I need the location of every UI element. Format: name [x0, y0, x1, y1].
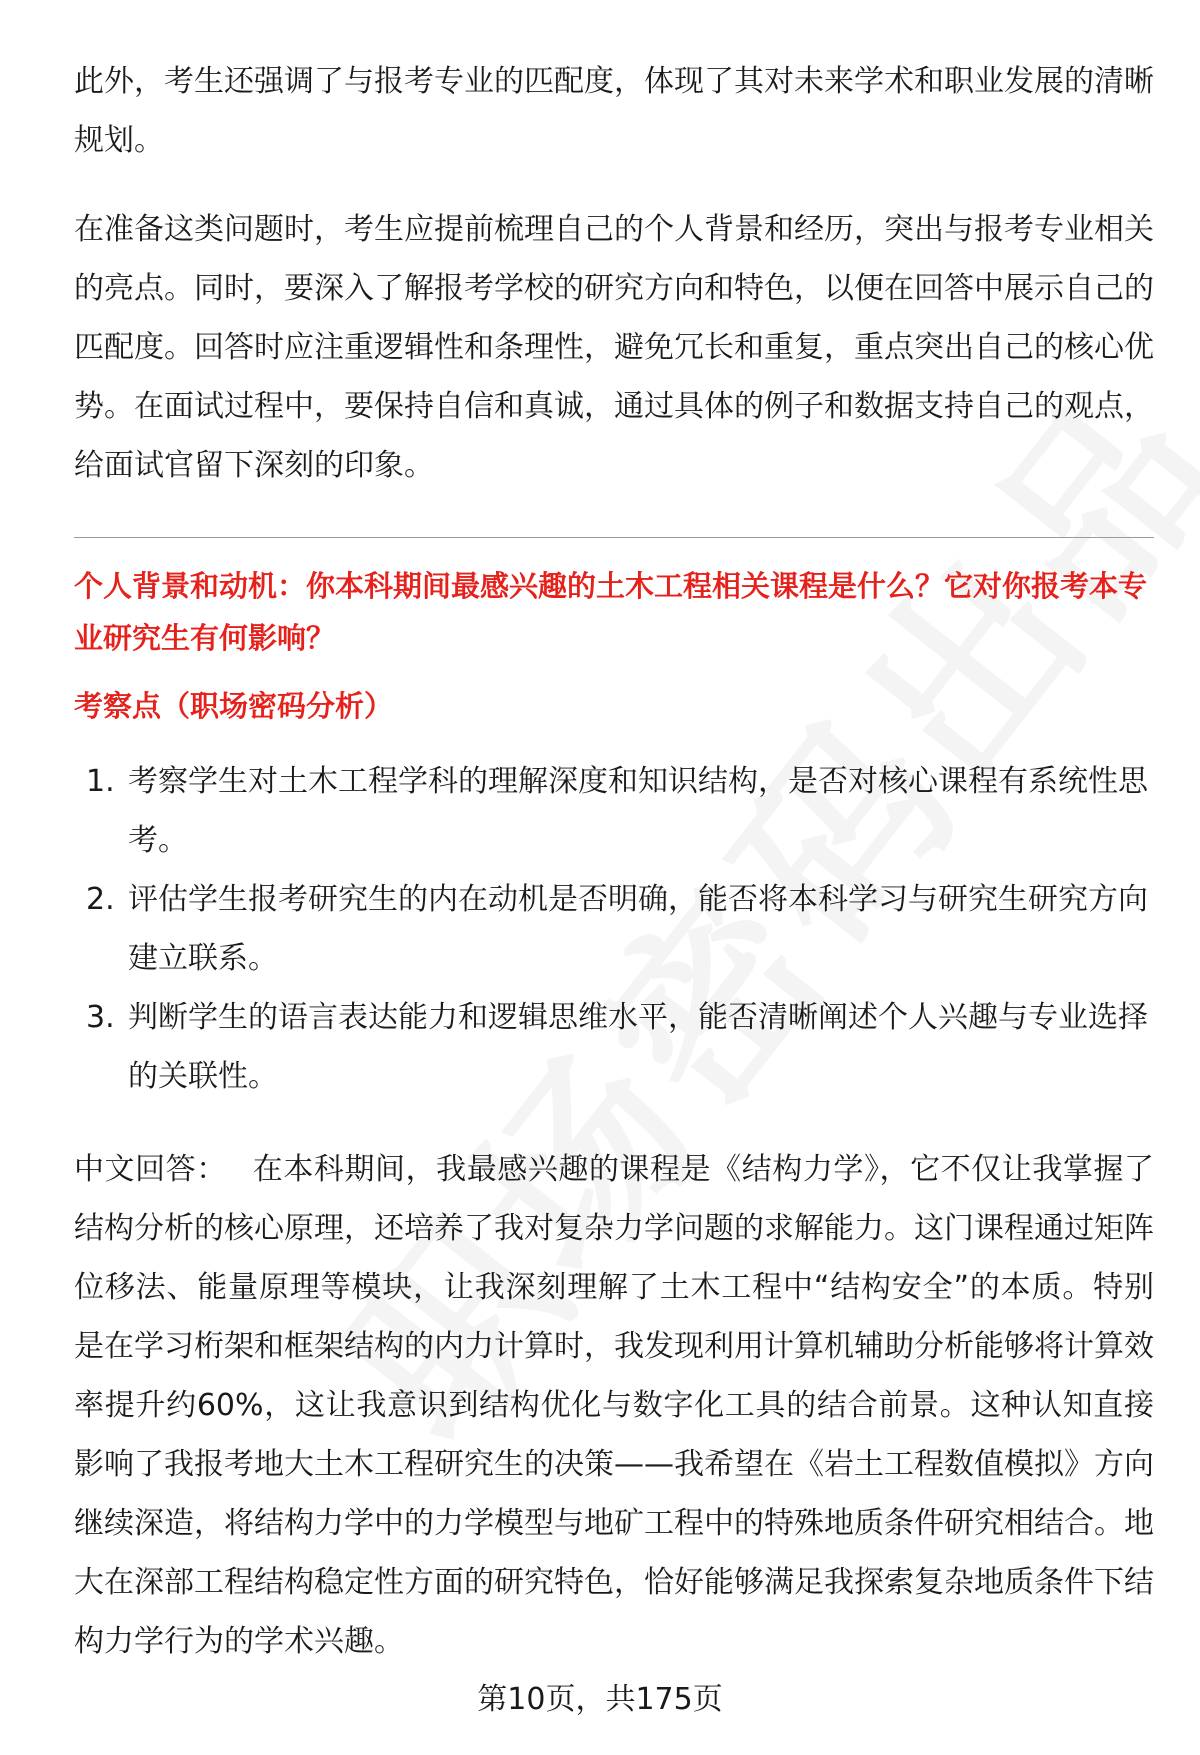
- list-item: [74, 870, 1154, 988]
- list-number: 3.: [86, 1000, 115, 1035]
- list-item-text: 考察学生对土木工程学科的理解深度和知识结构，是否对核心课程有系统性思考。: [128, 764, 1148, 858]
- page-number-footer: 第10页，共175页: [477, 1682, 723, 1717]
- answer-paragraph: [74, 1140, 1154, 1671]
- list-item: [74, 752, 1154, 870]
- intro-paragraph-2: 在准备这类问题时，考生应提前梳理自己的个人背景和经历，突出与报考专业相关的亮点。同时，要深入了解报考学校的研究方向和特色，以便在回答中展示自己的匹配度。回答时应注重逻辑性和条理性，避免冗长和重复，重点突出自己的核心优势。在面试过程中，要保持自信和真诚，通过具体的例子和数据支持自己的观点，给面试官留下深刻的印象。: [74, 212, 1154, 483]
- list-number: 2.: [86, 882, 115, 917]
- section-divider: [74, 537, 1154, 538]
- assessment-points-list: [74, 752, 1154, 1106]
- list-item-text: 评估学生报考研究生的内在动机是否明确，能否将本科学习与研究生研究方向建立联系。: [128, 882, 1148, 976]
- intro-paragraph-1: 此外，考生还强调了与报考专业的匹配度，体现了其对未来学术和职业发展的清晰规划。: [74, 64, 1154, 158]
- list-number: 1.: [86, 764, 115, 799]
- assessment-subheading: 考察点（职场密码分析）: [74, 689, 394, 723]
- answer-text: 在本科期间，我最感兴趣的课程是《结构力学》，它不仅让我掌握了结构分析的核心原理，还培养了我对复杂力学问题的求解能力。这门课程通过矩阵位移法、能量原理等模块，让我深刻理解了土木工程中“结构安全”的本质。特别是在学习桁架和框架结构的内力计算时，我发现利用计算机辅助分析能够将计算效率提升约60%，这让我意识到结构优化与数字化工具的结合前景。这种认知直接影响了我报考地大土木工程研究生的决策——我希望在《岩土工程数值模拟》方向继续深造，将结构力学中的力学模型与地矿工程中的特殊地质条件研究相结合。地大在深部工程结构稳定性方面的研究特色，恰好能够满足我探索复杂地质条件下结构力学行为的学术兴趣。: [74, 1152, 1155, 1659]
- list-item: [74, 988, 1154, 1106]
- answer-label: 中文回答：: [74, 1152, 227, 1187]
- list-item-text: 判断学生的语言表达能力和逻辑思维水平，能否清晰阐述个人兴趣与专业选择的关联性。: [128, 1000, 1148, 1094]
- document-page: [74, 52, 1154, 1671]
- question-title: 个人背景和动机：你本科期间最感兴趣的土木工程相关课程是什么？它对你报考本专业研究生有何影响？: [74, 569, 1148, 655]
